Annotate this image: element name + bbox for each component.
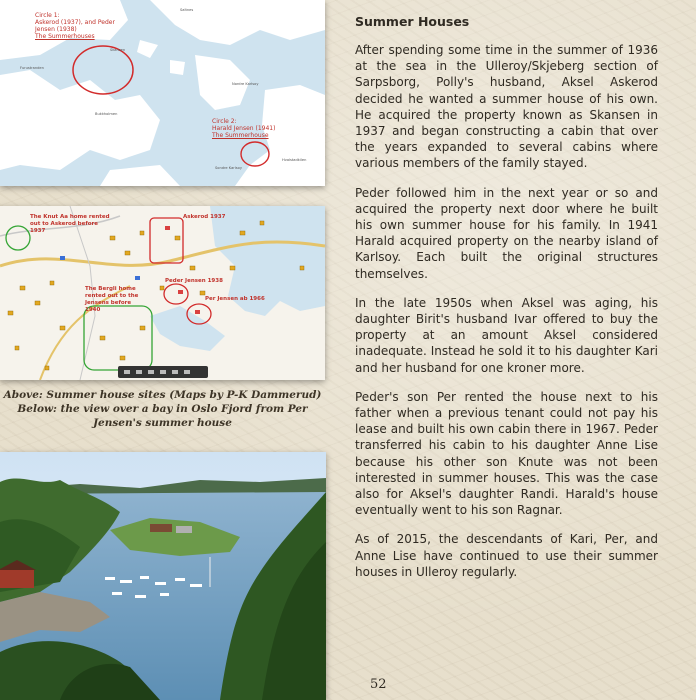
circle2-line-2: Harald Jensen (1941) xyxy=(212,125,276,132)
place-name: Nordre Karlsoy xyxy=(232,82,259,86)
article-title: Summer Houses xyxy=(355,14,470,29)
place-name: Furustranden xyxy=(20,66,44,70)
article-paragraph-1: After spending some time in the summer of 1936 at the sea in the Ulleroy/Skjeberg section of Sarpsborg, Polly's husband, Aksel Askerod decided he wanted a summer house of his own. He acquired the property known as Skansen in 1937 and began constructing a cabin that over the years expanded to several cabins where various members of the family stayed. xyxy=(355,43,658,171)
caption-below: Below: the view over a bay in Oslo Fjord from Per Jensen's summer house xyxy=(17,403,308,429)
article-paragraph-5: As of 2015, the descendants of Kari, Per, and Anne Lise have continued to use their summer houses in Ulleroy regularly. xyxy=(355,532,658,579)
article-paragraph-2: Peder followed him in the next year or so and acquired the property next door where he built his own summer house for his family. In 1941 Harald acquired property on the nearby island of Karlsoy. Each built the original structures themselves. xyxy=(355,185,658,281)
place-name: Saltnes xyxy=(180,8,194,12)
caption-above: Above: Summer house sites (Maps by P-K Dammerud) xyxy=(3,389,322,401)
place-name: Skansen xyxy=(110,48,126,52)
article-paragraph-3: In the late 1950s when Aksel was aging, his daughter Birit's husband Ivar offered to buy the property at an amount Aksel considered inadequate. Instead he sold it to his daughter Kari and her husband for one kroner more. xyxy=(355,295,658,375)
article xyxy=(355,14,658,593)
circle1-line-3: Jensen (1938) xyxy=(35,26,77,33)
circle1-line-4: The Summerhouses xyxy=(35,33,95,40)
circle2-line-1: Circle 2: xyxy=(212,118,237,125)
page-number: 52 xyxy=(370,677,387,692)
detail-label-knut: The Knut Aa home rented out to Askerod before 1937 xyxy=(30,214,110,234)
circle1-line-2: Askerod (1937), and Peder xyxy=(35,19,115,26)
circle1-line-1: Circle 1: xyxy=(35,12,60,19)
detail-label-askerod: Askerod 1937 xyxy=(183,214,226,220)
fjord-photo-graphic xyxy=(0,452,326,700)
place-name: Sondre Karlsoy xyxy=(215,166,242,170)
article-paragraph-4: Peder's son Per rented the house next to his father when a previous tenant could not pay his lease and built his own cabin there in 1967. Peder transferred his cabin to his daughter Anne Lise because his other son Knute was not been interested in summer houses. This was the case also for Aksel's daughter Randi. Harald's house eventually went to his son Ragnar. xyxy=(355,389,658,518)
overview-map xyxy=(0,0,325,186)
image-caption xyxy=(0,388,325,430)
place-name: Bukkholmen xyxy=(95,112,118,116)
detail-label-per: Per Jensen ab 1966 xyxy=(205,296,265,302)
detail-label-peder: Peder Jensen 1938 xyxy=(165,278,223,284)
place-name: Hvalstadkilen xyxy=(282,158,307,162)
circle2-label xyxy=(212,118,275,139)
circle2-line-3: The Summerhouse xyxy=(212,132,269,139)
detail-label-bergli: The Bergli home rented out to the Jensens before 1940 xyxy=(85,286,139,313)
detail-map xyxy=(0,206,325,380)
fjord-photo xyxy=(0,452,326,700)
circle1-label xyxy=(35,12,115,40)
